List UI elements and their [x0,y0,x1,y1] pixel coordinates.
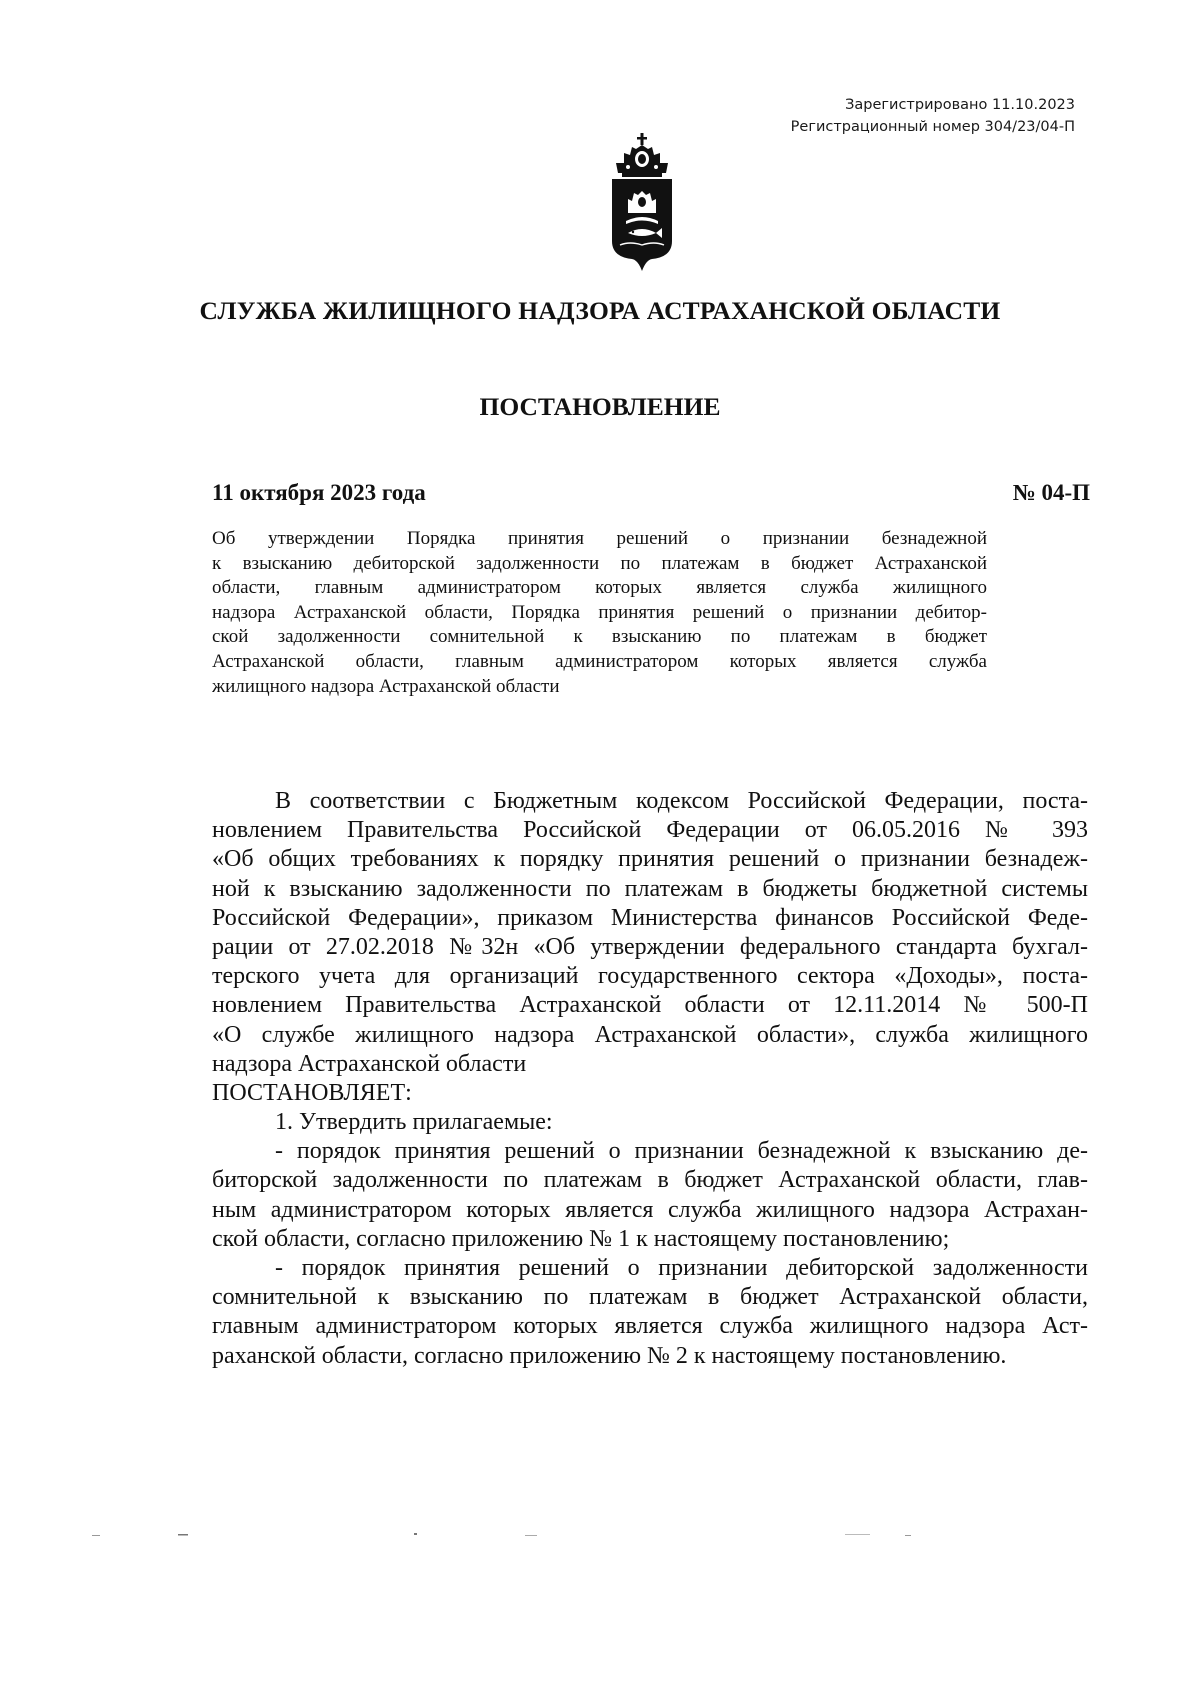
body-line: новлением Правительства Астраханской области от 12.11.2014 № 500-П [212,992,1088,1019]
body-line: главным администратором которых является служба жилищного надзора Аст- [212,1313,1088,1340]
document-date: 11 октября 2023 года [212,480,426,505]
document-subject [212,527,987,699]
body-line: ным администратором которых является служба жилищного надзора Астрахан- [212,1196,1088,1223]
registration-number: Регистрационный номер 304/23/04-П [790,119,1075,135]
organization-title: СЛУЖБА ЖИЛИЩНОГО НАДЗОРА АСТРАХАНСКОЙ ОБЛАСТИ [199,296,1001,325]
registration-date: Зарегистрировано 11.10.2023 [845,97,1075,113]
subject-line: жилищного надзора Астраханской области [212,675,560,697]
body-line: биторской задолженности по платежам в бюджет Астраханской области, глав- [212,1167,1088,1194]
body-line: сомнительной к взысканию по платежам в бюджет Астраханской области, [212,1284,1088,1311]
body-line: Российской Федерации», приказом Министерства финансов Российской Феде- [212,904,1088,931]
scan-noise [0,1530,1200,1540]
body-line: ской области, согласно приложению № 1 к настоящему постановлению; [212,1225,950,1252]
body-line: 1. Утвердить прилагаемые: [275,1109,553,1136]
subject-line: Астраханской области, главным администратором которых является служба [212,650,987,672]
registration-stamp [791,94,1075,138]
body-line: ной к взысканию задолженности по платежам в бюджеты бюджетной системы [212,875,1088,902]
astrakhan-coat-of-arms-icon [608,133,676,275]
body-line: надзора Астраханской области [212,1050,527,1077]
subject-line: надзора Астраханской области, Порядка принятия решений о признании дебитор- [212,601,987,623]
document-number: № 04-П [1012,480,1090,505]
subject-line: к взысканию дебиторской задолженности по платежам в бюджет Астраханской [212,552,987,574]
body-line: «О службе жилищного надзора Астраханской области», служба жилищного [212,1021,1088,1048]
body-line: терского учета для организаций государственного сектора «Доходы», поста- [212,963,1088,990]
document-type: ПОСТАНОВЛЕНИЕ [479,392,721,421]
subject-line: Об утверждении Порядка принятия решений о признании безнадежной [212,528,987,549]
subject-line: ской задолженности сомнительной к взысканию по платежам в бюджет [212,626,987,648]
body-line: В соответствии с Бюджетным кодексом Российской Федерации, поста- [275,788,1088,814]
subject-line: области, главным администратором которых является служба жилищного [212,577,987,599]
body-line: новлением Правительства Российской Федерации от 06.05.2016 № 393 [212,817,1088,844]
body-line: - порядок принятия решений о признании безнадежной к взысканию де- [275,1138,1088,1165]
body-line: «Об общих требованиях к порядку принятия решений о признании безнадеж- [212,846,1088,873]
body-line: - порядок принятия решений о признании дебиторской задолженности [275,1255,1088,1281]
resolution-keyword: ПОСТАНОВЛЯЕТ: [212,1079,412,1106]
body-line: рации от 27.02.2018 №32н «Об утверждении федерального стандарта бухгал- [212,933,1088,960]
body-line: раханской области, согласно приложению № 2 к настоящему постановлению. [212,1342,1007,1369]
document-body [212,787,1088,1371]
